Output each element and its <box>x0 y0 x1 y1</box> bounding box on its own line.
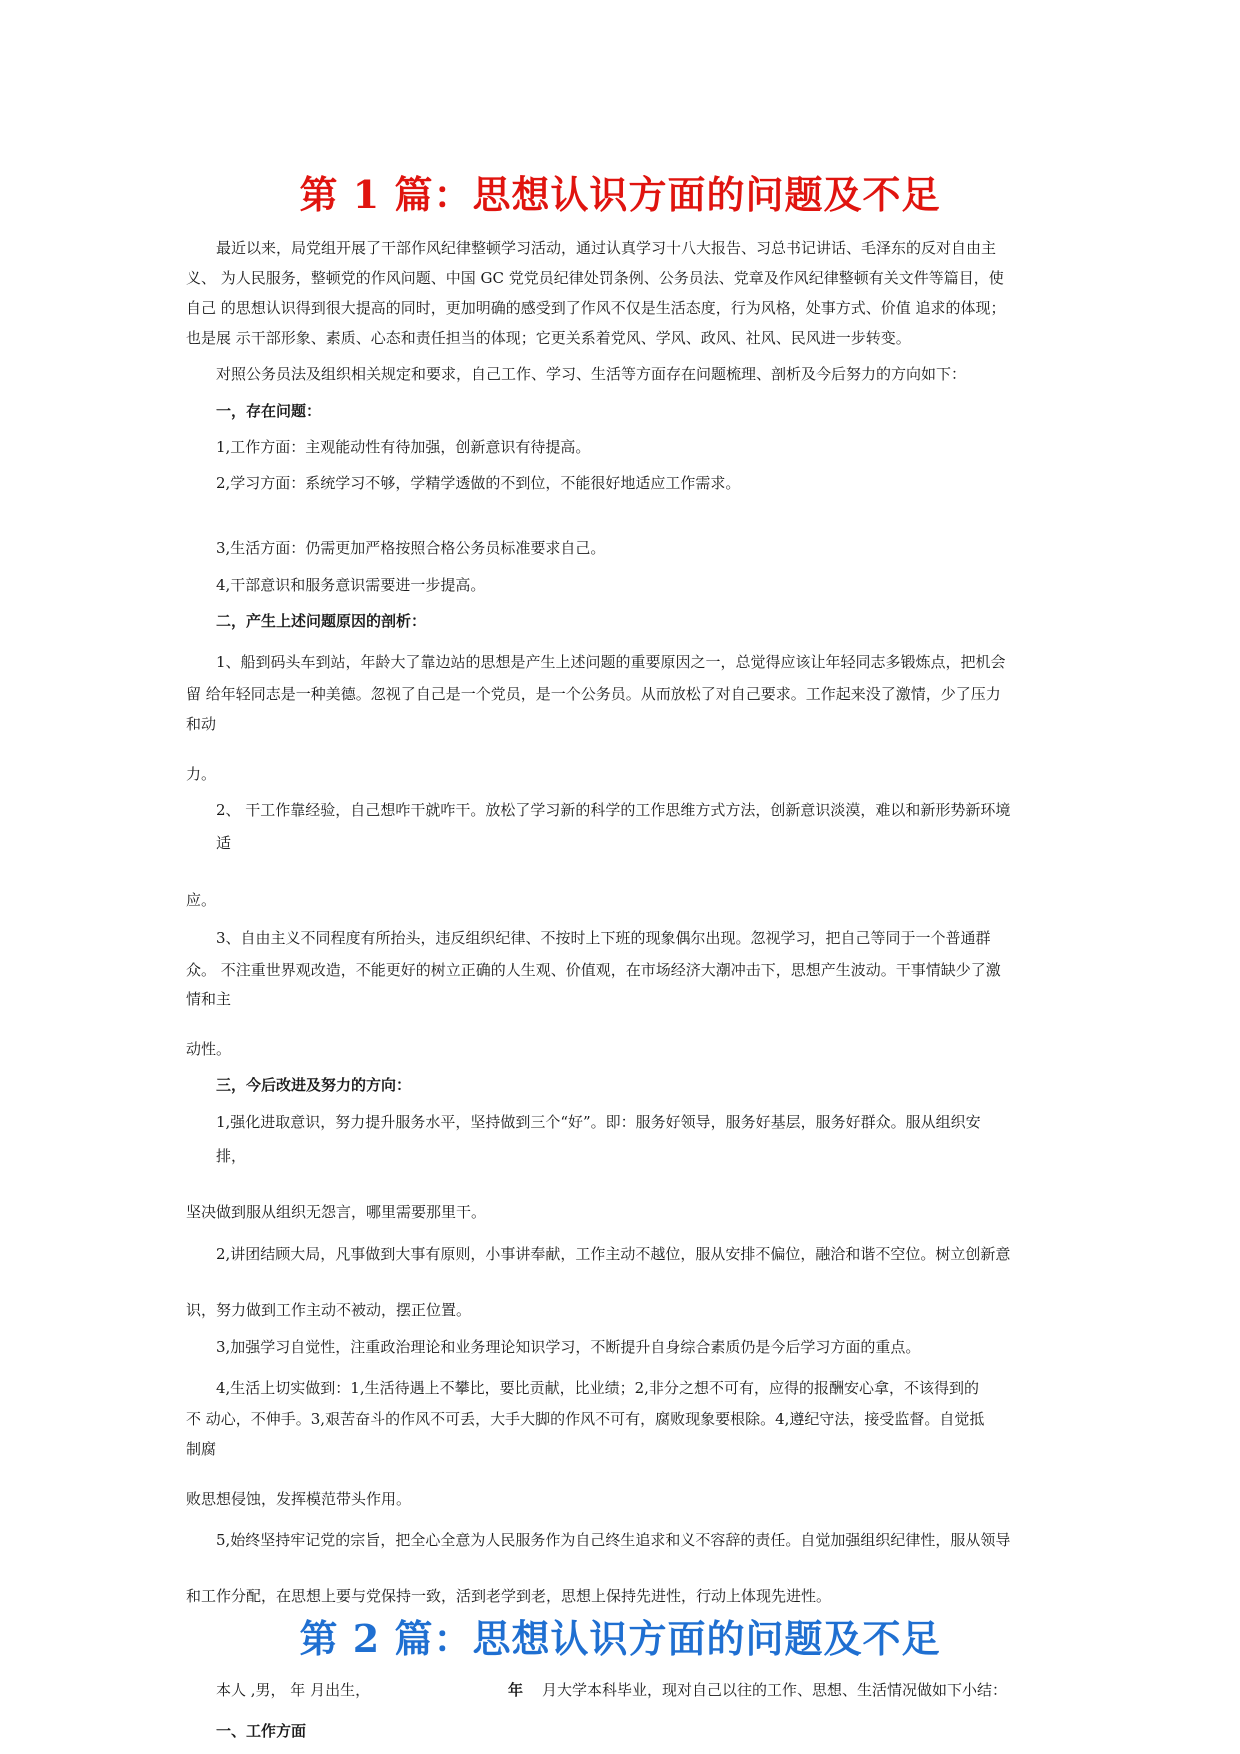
article-2-year-label: 年 <box>508 1681 524 1699</box>
article-1-line: 力。 <box>186 765 217 783</box>
article-1-line: 败思想侵蚀，发挥模范带头作用。 <box>186 1490 412 1508</box>
article-1-line: 最近以来，局党组开展了干部作风纪律整顿学习活动，通过认真学习十八大报告、习总书记讲话、毛泽东的反对自由主 <box>216 239 997 257</box>
article-1-line: 2,讲团结顾大局，凡事做到大事有原则，小事讲奉献，工作主动不越位，服从安排不偏位，融洽和谐不空位。树立创新意 <box>216 1245 1011 1263</box>
article-1-line: 4,生活上切实做到：1,生活待遇上不攀比，要比贡献，比业绩；2,非分之想不可有，应得的报酬安心拿，不该得到的 <box>216 1379 979 1397</box>
article-1-title: 第 1 篇：思想认识方面的问题及不足 <box>299 172 941 217</box>
article-1-line: 义、 为人民服务，整顿党的作风问题、中国 GC 党党员纪律处罚条例、公务员法、党章及作风纪律整顿有关文件等篇目，使 <box>186 269 1004 287</box>
article-1-line: 和动 <box>186 715 217 733</box>
article-1-line: 和工作分配，在思想上要与党保持一致，活到老学到老，思想上保持先进性，行动上体现先进性。 <box>186 1587 832 1605</box>
article-2-line: 本人 ,男， 年 月出生， <box>216 1681 371 1699</box>
article-1-line: 应。 <box>186 891 217 909</box>
article-1-line: 3,生活方面：仍需更加严格按照合格公务员标准要求自己。 <box>216 539 606 557</box>
article-1-line: 4,干部意识和服务意识需要进一步提高。 <box>216 576 486 594</box>
article-1-line: 制腐 <box>186 1440 217 1458</box>
article-1-line: 5,始终坚持牢记党的宗旨，把全心全意为人民服务作为自己终生追求和义不容辞的责任。自觉加强组织纪律性，服从领导 <box>216 1531 1011 1549</box>
article-1-line: 排， <box>216 1147 247 1165</box>
article-1-line: 3、自由主义不同程度有所抬头，违反组织纪律、不按时上下班的现象偶尔出现。忽视学习，把自己等同于一个普通群 <box>216 929 991 947</box>
article-1-line: 不 动心，不伸手。3,艰苦奋斗的作风不可丢，大手大脚的作风不可有，腐败现象要根除。4,遵纪守法，接受监督。自觉抵 <box>186 1410 985 1428</box>
article-1-line: 也是展 示干部形象、素质、心态和责任担当的体现；它更关系着党风、学风、政风、社风、民风进一步转变。 <box>186 329 911 347</box>
article-1-line: 1,强化进取意识，努力提升服务水平，坚持做到三个“好”。即：服务好领导，服务好基层，服务好群众。服从组织安 <box>216 1113 981 1131</box>
article-2-line: 月大学本科毕业，现对自己以往的工作、思想、生活情况做如下小结： <box>542 1681 1008 1699</box>
article-1-line: 坚决做到服从组织无怨言，哪里需要那里干。 <box>186 1203 487 1221</box>
section-heading-causes: 二，产生上述问题原因的剖析： <box>216 612 427 630</box>
section-heading-work: 一、工作方面 <box>216 1722 307 1740</box>
article-1-line: 留 给年轻同志是一种美德。忽视了自己是一个党员，是一个公务员。从而放松了对自己要求。工作起来没了激情，少了压力 <box>186 685 1001 703</box>
article-2-title: 第 2 篇：思想认识方面的问题及不足 <box>299 1616 941 1661</box>
article-1-line: 动性。 <box>186 1040 232 1058</box>
article-1-line: 自己 的思想认识得到很大提高的同时，更加明确的感受到了作风不仅是生活态度，行为风格，处事方式、价值 追求的体现； <box>186 299 1006 317</box>
article-1-line: 情和主 <box>186 990 232 1008</box>
article-1-line: 1,工作方面：主观能动性有待加强，创新意识有待提高。 <box>216 438 591 456</box>
article-1-line: 众。 不注重世界观改造，不能更好的树立正确的人生观、价值观，在市场经济大潮冲击下，思想产生波动。干事情缺少了激 <box>186 961 1001 979</box>
article-1-line: 3,加强学习自觉性，注重政治理论和业务理论知识学习，不断提升自身综合素质仍是今后学习方面的重点。 <box>216 1338 921 1356</box>
article-1-line: 1、船到码头车到站，年龄大了靠边站的思想是产生上述问题的重要原因之一，总觉得应该让年轻同志多锻炼点，把机会 <box>216 653 1006 671</box>
article-1-line: 对照公务员法及组织相关规定和要求，自己工作、学习、生活等方面存在问题梳理、剖析及今后努力的方向如下： <box>216 365 967 383</box>
article-1-line: 识，努力做到工作主动不被动，摆正位置。 <box>186 1301 472 1319</box>
section-heading-improvements: 三，今后改进及努力的方向： <box>216 1076 412 1094</box>
section-heading-problems: 一，存在问题： <box>216 402 322 420</box>
article-1-line: 适 <box>216 834 232 852</box>
article-1-line: 2、 干工作靠经验，自己想咋干就咋干。放松了学习新的科学的工作思维方式方法，创新意识淡漠，难以和新形势新环境 <box>216 801 1011 819</box>
article-1-line: 2,学习方面：系统学习不够，学精学透做的不到位，不能很好地适应工作需求。 <box>216 474 741 492</box>
